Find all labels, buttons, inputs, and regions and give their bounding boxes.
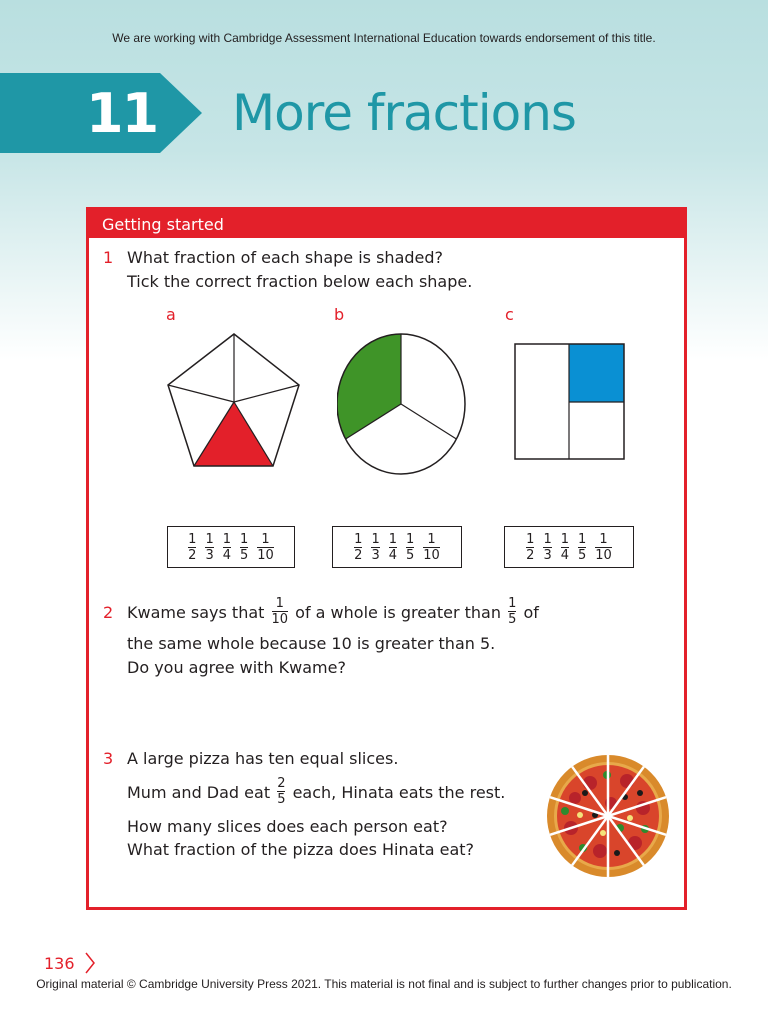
option-half[interactable]: $\frac{1}{2}$ bbox=[188, 531, 197, 563]
question-3-line4: What fraction of the pizza does Hinata eat? bbox=[127, 840, 475, 859]
option-tenth[interactable]: $\frac{1}{10}$ bbox=[423, 531, 440, 563]
tick-options-b bbox=[332, 526, 462, 568]
question-3-line2: Mum and Dad eat $\frac{2}{5}$ each, Hinata eats the rest. bbox=[127, 776, 506, 807]
question-1-line2: Tick the correct fraction below each shape. bbox=[127, 272, 473, 291]
tick-options-c bbox=[504, 526, 634, 568]
fraction-one-fifth: $\frac{1}{5}$ bbox=[508, 596, 517, 627]
pentagon-shape bbox=[164, 330, 304, 470]
chapter-number: 11 bbox=[86, 82, 158, 145]
question-1-number: 1 bbox=[103, 248, 114, 267]
option-third[interactable]: $\frac{1}{3}$ bbox=[205, 531, 214, 563]
fraction-one-tenth: $\frac{1}{10}$ bbox=[271, 596, 289, 627]
question-3-line1: A large pizza has ten equal slices. bbox=[127, 749, 399, 768]
option-half[interactable]: $\frac{1}{2}$ bbox=[526, 531, 535, 563]
chevron-right-icon bbox=[84, 951, 96, 975]
tick-options-a bbox=[167, 526, 295, 568]
option-third[interactable]: $\frac{1}{3}$ bbox=[371, 531, 380, 563]
question-3-line3: How many slices does each person eat? bbox=[127, 817, 448, 836]
chapter-title: More fractions bbox=[232, 84, 576, 142]
option-fifth[interactable]: $\frac{1}{5}$ bbox=[406, 531, 415, 563]
circle-shape bbox=[337, 330, 469, 475]
question-2-line1: Kwame says that $\frac{1}{10}$ of a whole is greater than $\frac{1}{5}$ of bbox=[127, 596, 539, 627]
question-2-number: 2 bbox=[103, 603, 114, 622]
option-quarter[interactable]: $\frac{1}{4}$ bbox=[560, 531, 569, 563]
endorsement-note: We are working with Cambridge Assessment International Education towards endorsement of this title. bbox=[112, 31, 656, 45]
option-fifth[interactable]: $\frac{1}{5}$ bbox=[578, 531, 587, 563]
question-3-number: 3 bbox=[103, 749, 114, 768]
option-tenth[interactable]: $\frac{1}{10}$ bbox=[257, 531, 274, 563]
question-1-line1: What fraction of each shape is shaded? bbox=[127, 248, 444, 267]
fraction-two-fifths: $\frac{2}{5}$ bbox=[277, 776, 286, 807]
shape-label-b: b bbox=[334, 305, 345, 324]
question-2-line3: Do you agree with Kwame? bbox=[127, 658, 346, 677]
shape-label-c: c bbox=[505, 305, 514, 324]
question-2-line2: the same whole because 10 is greater than 5. bbox=[127, 634, 496, 653]
getting-started-box bbox=[86, 207, 687, 910]
option-fifth[interactable]: $\frac{1}{5}$ bbox=[240, 531, 249, 563]
shape-label-a: a bbox=[166, 305, 176, 324]
option-half[interactable]: $\frac{1}{2}$ bbox=[354, 531, 363, 563]
option-tenth[interactable]: $\frac{1}{10}$ bbox=[595, 531, 612, 563]
getting-started-header: Getting started bbox=[89, 210, 684, 238]
pizza-image bbox=[545, 753, 671, 879]
page-number: 136 bbox=[44, 954, 75, 973]
footer-copyright: Original material © Cambridge University Press 2021. This material is not final and is subject to further changes prior to publication. bbox=[36, 977, 732, 991]
option-quarter[interactable]: $\frac{1}{4}$ bbox=[388, 531, 397, 563]
rectangle-shape bbox=[513, 342, 627, 462]
option-quarter[interactable]: $\frac{1}{4}$ bbox=[222, 531, 231, 563]
option-third[interactable]: $\frac{1}{3}$ bbox=[543, 531, 552, 563]
